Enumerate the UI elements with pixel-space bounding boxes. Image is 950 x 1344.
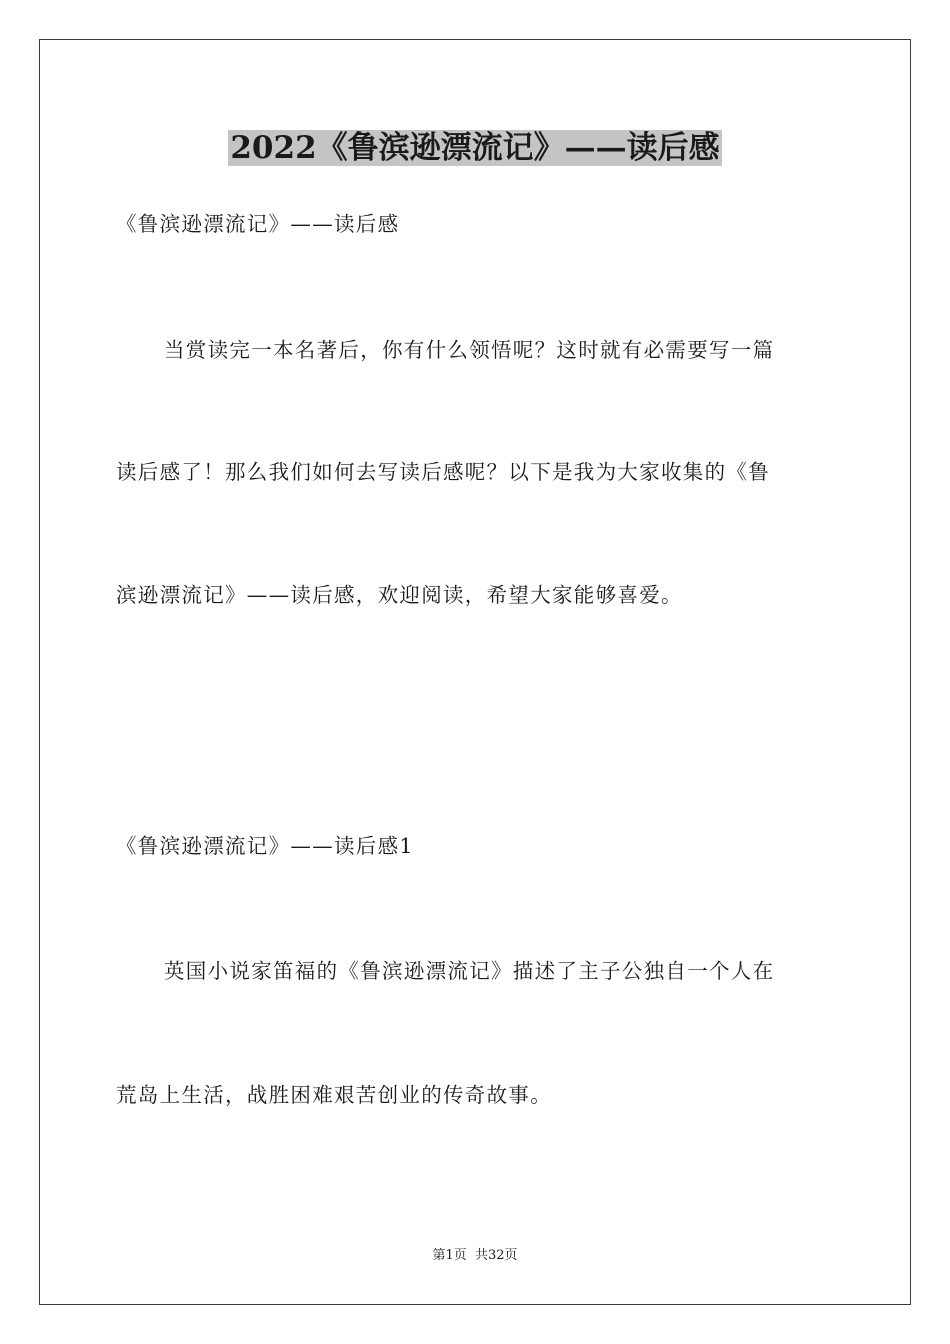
- document-title: [0, 128, 950, 168]
- intro-line-1: 当赏读完一本名著后，你有什么领悟呢？这时就有必需要写一篇: [164, 338, 775, 362]
- intro-line-2: 读后感了！那么我们如何去写读后感呢？以下是我为大家收集的《鲁: [116, 460, 770, 484]
- section-line-1: 英国小说家笛福的《鲁滨逊漂流记》描述了主子公独自一个人在: [164, 959, 775, 983]
- intro-line-3: 滨逊漂流记》——读后感，欢迎阅读，希望大家能够喜爱。: [116, 583, 683, 607]
- page-number-footer: 第1页 共32页: [432, 1248, 518, 1263]
- document-title-text: 2022《鲁滨逊漂流记》——读后感: [230, 130, 720, 166]
- document-subtitle: 《鲁滨逊漂流记》——读后感: [116, 212, 400, 236]
- section-heading: 《鲁滨逊漂流记》——读后感1: [116, 834, 414, 858]
- section-line-2: 荒岛上生活，战胜困难艰苦创业的传奇故事。: [116, 1083, 552, 1107]
